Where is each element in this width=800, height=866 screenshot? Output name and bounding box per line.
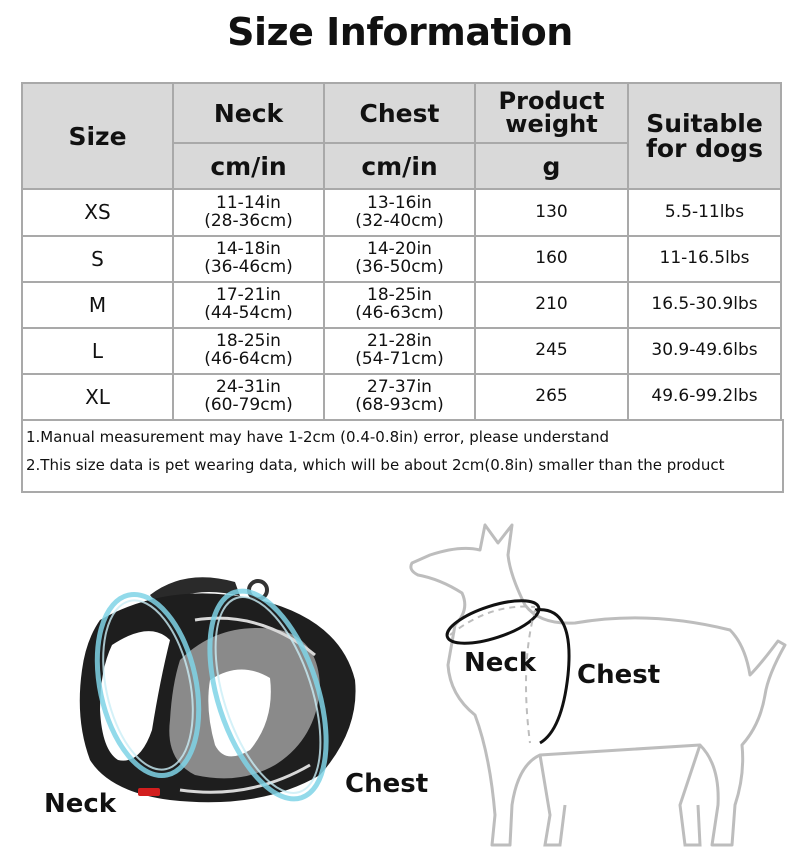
chest-cm: (46-63cm) — [355, 303, 444, 323]
weight-cell: 245 — [475, 328, 628, 374]
size-cell: XL — [22, 374, 173, 420]
header-neck: Neck — [173, 83, 324, 143]
dogs-cell: 16.5-30.9lbs — [628, 282, 781, 328]
header-weight-unit: g — [475, 143, 628, 189]
dogs-cell: 11-16.5lbs — [628, 236, 781, 282]
header-product-weight-line2: weight — [505, 110, 598, 138]
chest-cell — [324, 328, 475, 374]
header-neck-unit: cm/in — [173, 143, 324, 189]
table-row — [22, 282, 781, 328]
dog-chest-label: Chest — [577, 660, 661, 690]
neck-cm: (44-54cm) — [204, 303, 293, 323]
weight-cell: 210 — [475, 282, 628, 328]
neck-cell — [173, 189, 324, 236]
chest-cell — [324, 236, 475, 282]
dog-neck-label: Neck — [464, 648, 537, 678]
neck-cell — [173, 328, 324, 374]
chest-cell — [324, 189, 475, 236]
notes-box — [21, 419, 784, 493]
neck-in: 11-14in — [216, 192, 281, 213]
note-2: 2.This size data is pet wearing data, which will be about 2cm(0.8in) smaller than the product — [26, 456, 725, 474]
dogs-cell: 5.5-11lbs — [628, 189, 781, 236]
neck-cell — [173, 374, 324, 420]
harness-chest-label: Chest — [345, 769, 429, 799]
harness-neck-label: Neck — [44, 789, 117, 819]
neck-cm: (36-46cm) — [204, 257, 293, 277]
chest-in: 21-28in — [367, 331, 432, 352]
table-row — [22, 374, 781, 420]
page-title: Size Information — [227, 10, 573, 54]
header-suitable-dogs — [628, 83, 781, 189]
neck-cell — [173, 236, 324, 282]
table-row — [22, 189, 781, 236]
chest-cm: (36-50cm) — [355, 257, 444, 277]
table-header-row — [22, 83, 781, 143]
size-cell: M — [22, 282, 173, 328]
chest-in: 13-16in — [367, 192, 432, 213]
neck-in: 17-21in — [216, 285, 281, 306]
neck-in: 18-25in — [216, 331, 281, 352]
chest-cm: (32-40cm) — [355, 210, 444, 231]
size-cell: L — [22, 328, 173, 374]
neck-cm: (60-79cm) — [204, 395, 293, 415]
chest-cm: (54-71cm) — [355, 349, 444, 369]
chest-in: 27-37in — [367, 377, 432, 398]
neck-cell — [173, 282, 324, 328]
size-table — [21, 82, 782, 421]
neck-in: 24-31in — [216, 377, 281, 398]
dogs-cell: 49.6-99.2lbs — [628, 374, 781, 420]
neck-cm: (28-36cm) — [204, 210, 293, 231]
header-size: Size — [22, 83, 173, 189]
neck-in: 14-18in — [216, 239, 281, 260]
weight-cell: 130 — [475, 189, 628, 236]
weight-cell: 160 — [475, 236, 628, 282]
header-product-weight — [475, 83, 628, 143]
chest-in: 18-25in — [367, 285, 432, 306]
chest-in: 14-20in — [367, 239, 432, 260]
chest-cell — [324, 374, 475, 420]
chest-cm: (68-93cm) — [355, 395, 444, 415]
header-suitable-dogs-line1: Suitable — [646, 109, 763, 138]
size-cell: XS — [22, 189, 173, 236]
header-suitable-dogs-line2: for dogs — [646, 134, 763, 163]
neck-cm: (46-64cm) — [204, 349, 293, 369]
header-chest: Chest — [324, 83, 475, 143]
chest-cell — [324, 282, 475, 328]
table-row — [22, 236, 781, 282]
dogs-cell: 30.9-49.6lbs — [628, 328, 781, 374]
header-chest-unit: cm/in — [324, 143, 475, 189]
size-cell: S — [22, 236, 173, 282]
table-row — [22, 328, 781, 374]
note-1: 1.Manual measurement may have 1-2cm (0.4-0.8in) error, please understand — [26, 428, 610, 446]
header-product-weight-line1: Product — [498, 87, 605, 116]
weight-cell: 265 — [475, 374, 628, 420]
